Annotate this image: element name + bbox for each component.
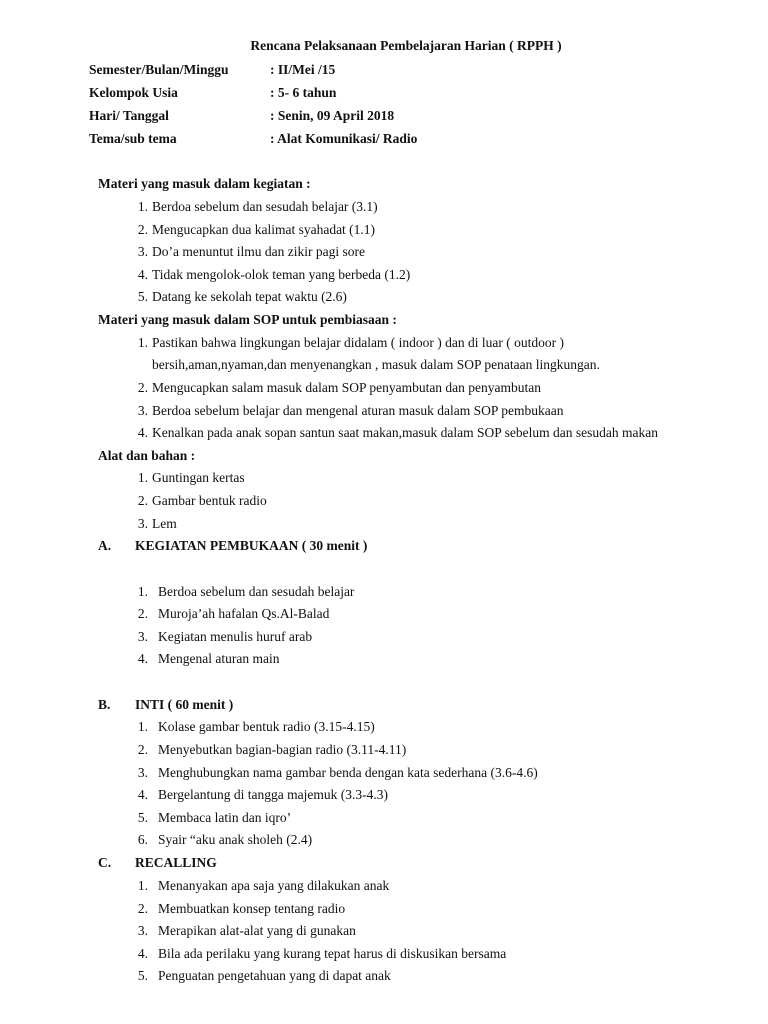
list-number: 4. bbox=[137, 425, 148, 440]
list-item: Berdoa sebelum dan sesudah belajar bbox=[158, 584, 355, 599]
list-item: Berdoa sebelum belajar dan mengenal aturan masuk dalam SOP pembukaan bbox=[152, 403, 564, 418]
section-a-title: KEGIATAN PEMBUKAAN ( 30 menit ) bbox=[135, 538, 368, 553]
list-number: 5. bbox=[137, 968, 148, 983]
list-item: Membuatkan konsep tentang radio bbox=[158, 901, 346, 916]
list-item-continuation: bersih,aman,nyaman,dan menyenangkan , masuk dalam SOP penataan lingkungan. bbox=[152, 357, 600, 372]
info-label-semester: Semester/Bulan/Minggu bbox=[89, 62, 229, 77]
list-number: 3. bbox=[137, 244, 148, 259]
list-item: Kolase gambar bentuk radio (3.15-4.15) bbox=[158, 719, 375, 734]
list-item: Do’a menuntut ilmu dan zikir pagi sore bbox=[152, 244, 365, 259]
document-title: Rencana Pelaksanaan Pembelajaran Harian ( RPPH ) bbox=[250, 38, 562, 53]
list-item: Bergelantung di tangga majemuk (3.3-4.3) bbox=[158, 787, 388, 802]
list-item: Gambar bentuk radio bbox=[152, 493, 267, 508]
list-item: Mengucapkan dua kalimat syahadat (1.1) bbox=[152, 222, 376, 237]
list-item: Datang ke sekolah tepat waktu (2.6) bbox=[152, 289, 347, 304]
section-c-letter: C. bbox=[98, 855, 112, 870]
list-number: 2. bbox=[137, 493, 148, 508]
list-item: Muroja’ah hafalan Qs.Al-Balad bbox=[158, 606, 330, 621]
section-c-title: RECALLING bbox=[135, 855, 217, 870]
list-number: 3. bbox=[137, 516, 148, 531]
list-item: Menanyakan apa saja yang dilakukan anak bbox=[158, 878, 390, 893]
list-item: Tidak mengolok-olok teman yang berbeda (1.2) bbox=[152, 267, 411, 282]
list-number: 1. bbox=[137, 719, 148, 734]
list-number: 5. bbox=[137, 810, 148, 825]
list-item: Membaca latin dan iqro’ bbox=[158, 810, 292, 825]
list-number: 3. bbox=[137, 403, 148, 418]
list-number: 2. bbox=[137, 901, 148, 916]
list-item: Menyebutkan bagian-bagian radio (3.11-4.11) bbox=[158, 742, 407, 757]
info-label-hari-tanggal: Hari/ Tanggal bbox=[89, 108, 169, 123]
list-item: Berdoa sebelum dan sesudah belajar (3.1) bbox=[152, 199, 378, 214]
info-value-hari-tanggal: : Senin, 09 April 2018 bbox=[270, 108, 395, 123]
section-a-letter: A. bbox=[98, 538, 112, 553]
list-number: 3. bbox=[137, 765, 148, 780]
materi-sop-heading: Materi yang masuk dalam SOP untuk pembiasaan : bbox=[98, 312, 397, 327]
list-number: 1. bbox=[137, 199, 148, 214]
section-b-letter: B. bbox=[98, 697, 111, 712]
list-number: 1. bbox=[137, 335, 148, 350]
list-number: 2. bbox=[137, 742, 148, 757]
list-number: 2. bbox=[137, 222, 148, 237]
list-item: Mengucapkan salam masuk dalam SOP penyambutan dan penyambutan bbox=[152, 380, 542, 395]
list-number: 2. bbox=[137, 380, 148, 395]
list-item: Mengenal aturan main bbox=[158, 651, 280, 666]
list-item: Lem bbox=[152, 516, 177, 531]
list-number: 5. bbox=[137, 289, 148, 304]
info-value-tema: : Alat Komunikasi/ Radio bbox=[270, 131, 418, 146]
section-b-title: INTI ( 60 menit ) bbox=[135, 697, 234, 712]
info-label-kelompok-usia: Kelompok Usia bbox=[89, 85, 178, 100]
list-number: 4. bbox=[137, 787, 148, 802]
list-item: Syair “aku anak sholeh (2.4) bbox=[158, 832, 313, 847]
list-number: 4. bbox=[137, 946, 148, 961]
list-item: Penguatan pengetahuan yang di dapat anak bbox=[158, 968, 391, 983]
list-number: 6. bbox=[137, 832, 148, 847]
list-number: 2. bbox=[137, 606, 148, 621]
list-item: Kenalkan pada anak sopan santun saat makan,masuk dalam SOP sebelum dan sesudah makan bbox=[152, 425, 658, 440]
info-label-tema: Tema/sub tema bbox=[89, 131, 177, 146]
list-item: Kegiatan menulis huruf arab bbox=[158, 629, 313, 644]
list-item: Guntingan kertas bbox=[152, 470, 245, 485]
info-value-kelompok-usia: : 5- 6 tahun bbox=[270, 85, 337, 100]
list-item: Merapikan alat-alat yang di gunakan bbox=[158, 923, 356, 938]
info-value-semester: : II/Mei /15 bbox=[270, 62, 336, 77]
list-item: Bila ada perilaku yang kurang tepat harus di diskusikan bersama bbox=[158, 946, 507, 961]
list-item: Menghubungkan nama gambar benda dengan kata sederhana (3.6-4.6) bbox=[158, 765, 538, 780]
list-number: 4. bbox=[137, 267, 148, 282]
list-number: 1. bbox=[137, 584, 148, 599]
materi-kegiatan-heading: Materi yang masuk dalam kegiatan : bbox=[98, 176, 311, 191]
list-number: 3. bbox=[137, 923, 148, 938]
list-number: 4. bbox=[137, 651, 148, 666]
list-number: 1. bbox=[137, 470, 148, 485]
list-number: 3. bbox=[137, 629, 148, 644]
alat-bahan-heading: Alat dan bahan : bbox=[98, 448, 196, 463]
list-item: Pastikan bahwa lingkungan belajar didalam ( indoor ) dan di luar ( outdoor ) bbox=[152, 335, 565, 350]
list-number: 1. bbox=[137, 878, 148, 893]
